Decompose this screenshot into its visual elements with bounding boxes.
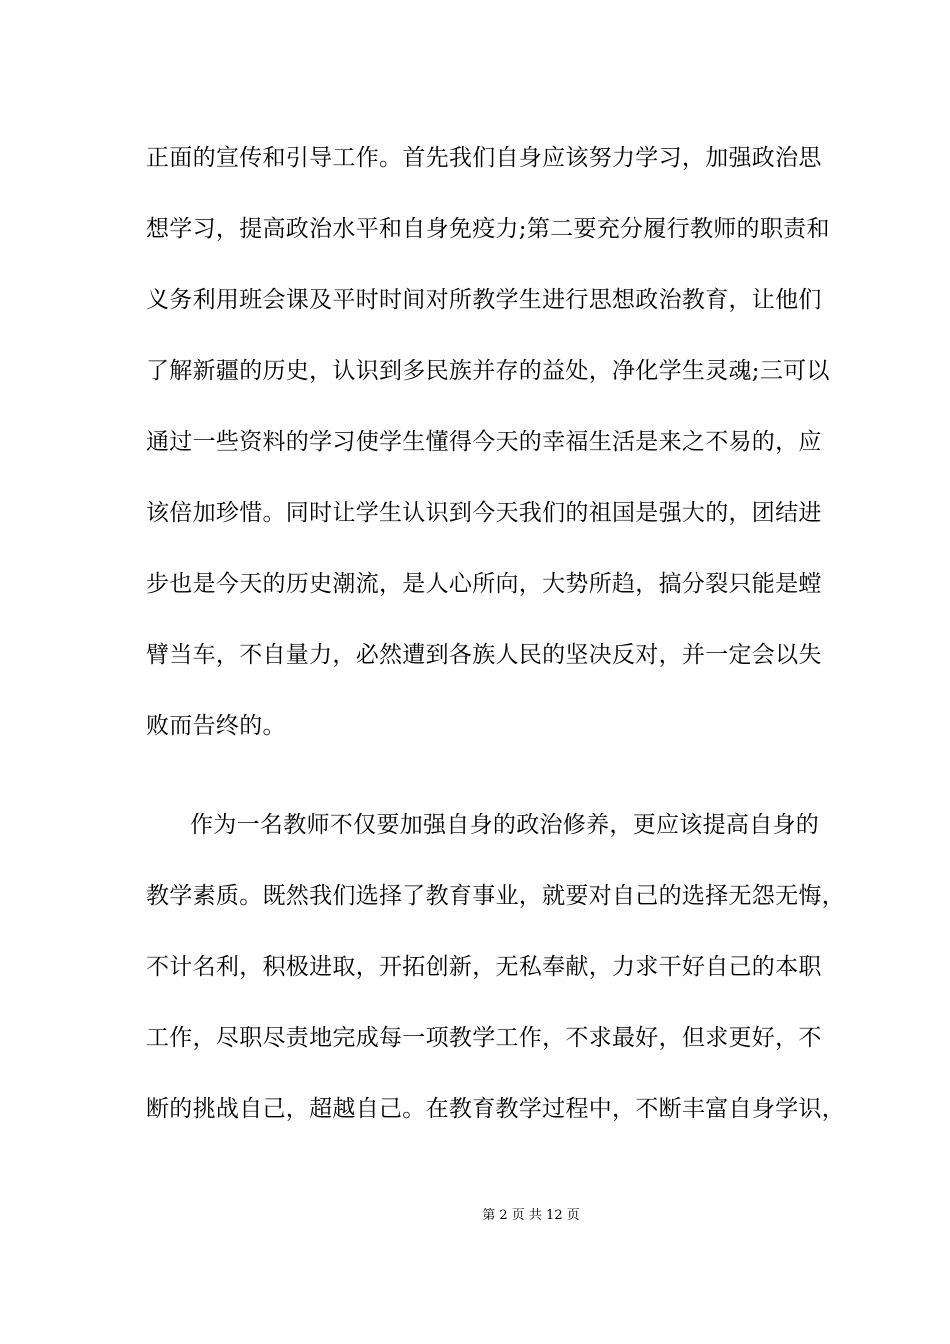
paragraph-line: 教学素质。既然我们选择了教育事业，就要对自己的选择无怨无悔， — [146, 883, 845, 909]
paragraph-line-indented: 作为一名教师不仅要加强自身的政治修养，更应该提高自身的 — [190, 812, 820, 838]
paragraph-line: 败而告终的。 — [146, 713, 286, 739]
paragraph-line: 想学习，提高政治水平和自身免疫力;第二要充分履行教师的职责和 — [146, 216, 830, 242]
paragraph-line: 臂当车，不自量力，必然遭到各族人民的坚决反对，并一定会以失 — [146, 642, 822, 668]
paragraph-line: 正面的宣传和引导工作。首先我们自身应该努力学习，加强政治思 — [146, 145, 822, 171]
paragraph-line: 断的挑战自己，超越自己。在教育教学过程中，不断丰富自身学识， — [146, 1096, 845, 1122]
paragraph-line: 义务利用班会课及平时时间对所教学生进行思想政治教育，让他们 — [146, 287, 822, 313]
page-footer — [0, 1207, 950, 1225]
paragraph-line: 通过一些资料的学习使学生懂得今天的幸福生活是来之不易的，应 — [146, 429, 822, 455]
page-number: 第 2 页 共 12 页 — [482, 1208, 580, 1223]
paragraph-line: 不计名利，积极进取，开拓创新，无私奉献，力求干好自己的本职 — [146, 954, 822, 980]
paragraph-line: 了解新疆的历史，认识到多民族并存的益处，净化学生灵魂;三可以 — [146, 358, 830, 384]
paragraph-line: 步也是今天的历史潮流，是人心所向，大势所趋，搞分裂只能是螳 — [146, 571, 822, 597]
paragraph-line: 该倍加珍惜。同时让学生认识到今天我们的祖国是强大的，团结进 — [146, 500, 822, 526]
paragraph-line: 工作，尽职尽责地完成每一项教学工作，不求最好，但求更好，不 — [146, 1025, 822, 1051]
